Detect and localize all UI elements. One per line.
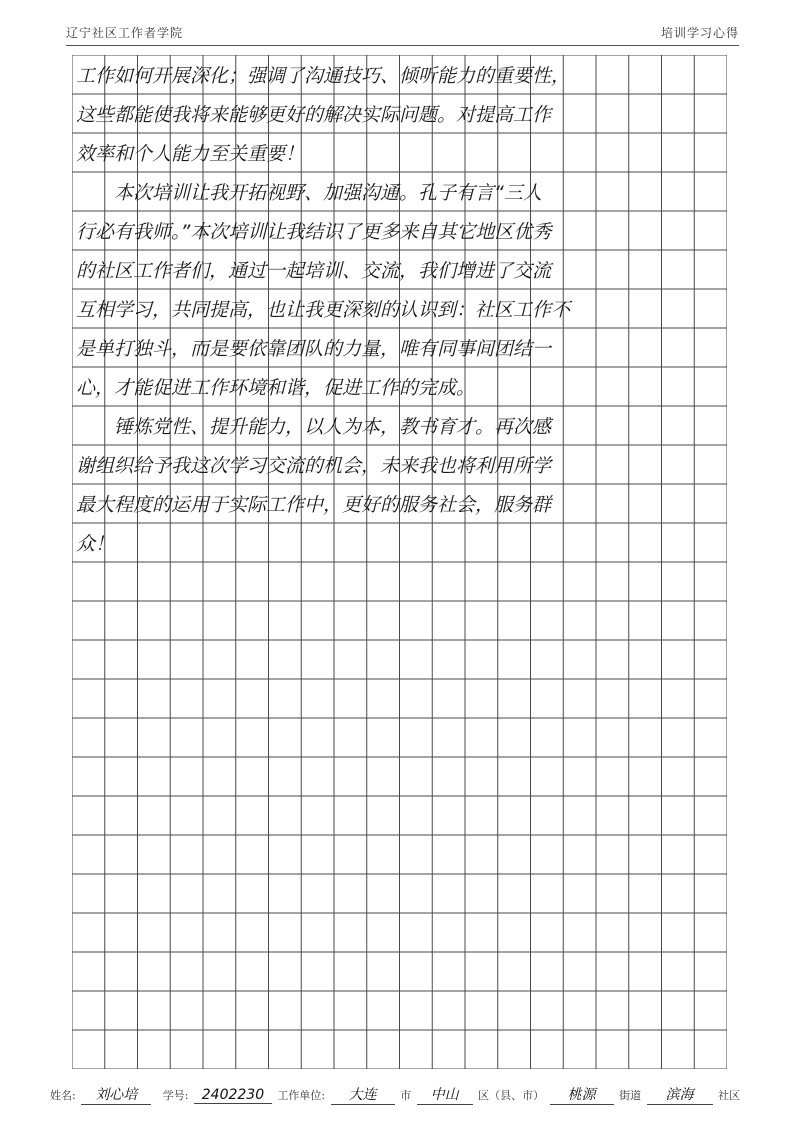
- footer-info: [48, 1084, 748, 1110]
- essay-line: 最大程度的运用于实际工作中，更好的服务社会，服务群: [76, 494, 552, 516]
- essay-line: 是单打独斗，而是要依靠团队的力量，唯有同事间团结一: [76, 338, 552, 360]
- district-label: 区（县、市）: [478, 1089, 545, 1102]
- street-label: 街道: [619, 1089, 642, 1102]
- district-value: 中山: [417, 1084, 473, 1105]
- essay-line: 行必有我师。”本次培训让我结识了更多来自其它地区优秀: [76, 221, 552, 243]
- community-value: 滨海: [647, 1084, 713, 1105]
- essay-line: 锤炼党性、提升能力，以人为本，教书育才。再次感: [76, 416, 552, 438]
- header-doc-title: 培训学习心得: [660, 26, 739, 40]
- essay-line: 的社区工作者们，通过一起培训、交流，我们增进了交流: [76, 260, 552, 282]
- essay-line: 工作如何开展深化；强调了沟通技巧、倾听能力的重要性，: [76, 65, 571, 87]
- essay-line: 这些都能使我将来能够更好的解决实际问题。对提高工作: [76, 104, 552, 126]
- student-id-label: 学号:: [162, 1089, 189, 1102]
- essay-line: 效率和个人能力至关重要！: [76, 143, 305, 165]
- header-school-name: 辽宁社区工作者学院: [66, 26, 184, 40]
- essay-line: 众！: [76, 533, 115, 555]
- work-unit-label: 工作单位:: [277, 1089, 326, 1102]
- essay-line: 本次培训让我开拓视野、加强沟通。孔子有言“三人: [76, 182, 542, 204]
- community-label: 社区: [718, 1089, 741, 1102]
- student-id-value: 2402230: [194, 1087, 272, 1104]
- essay-line: 谢组织给予我这次学习交流的机会，未来我也将利用所学: [76, 455, 552, 477]
- city-label: 市: [400, 1089, 412, 1102]
- name-label: 姓名:: [50, 1089, 76, 1102]
- essay-line: 心，才能促进工作环境和谐，促进工作的完成。: [76, 377, 476, 399]
- street-value: 桃源: [550, 1084, 614, 1105]
- city-value: 大连: [331, 1084, 395, 1105]
- manuscript-grid: [72, 55, 727, 1069]
- header-divider: [66, 45, 739, 46]
- essay-line: 互相学习，共同提高，也让我更深刻的认识到：社区工作不: [76, 299, 571, 321]
- name-value: 刘心培: [81, 1084, 151, 1105]
